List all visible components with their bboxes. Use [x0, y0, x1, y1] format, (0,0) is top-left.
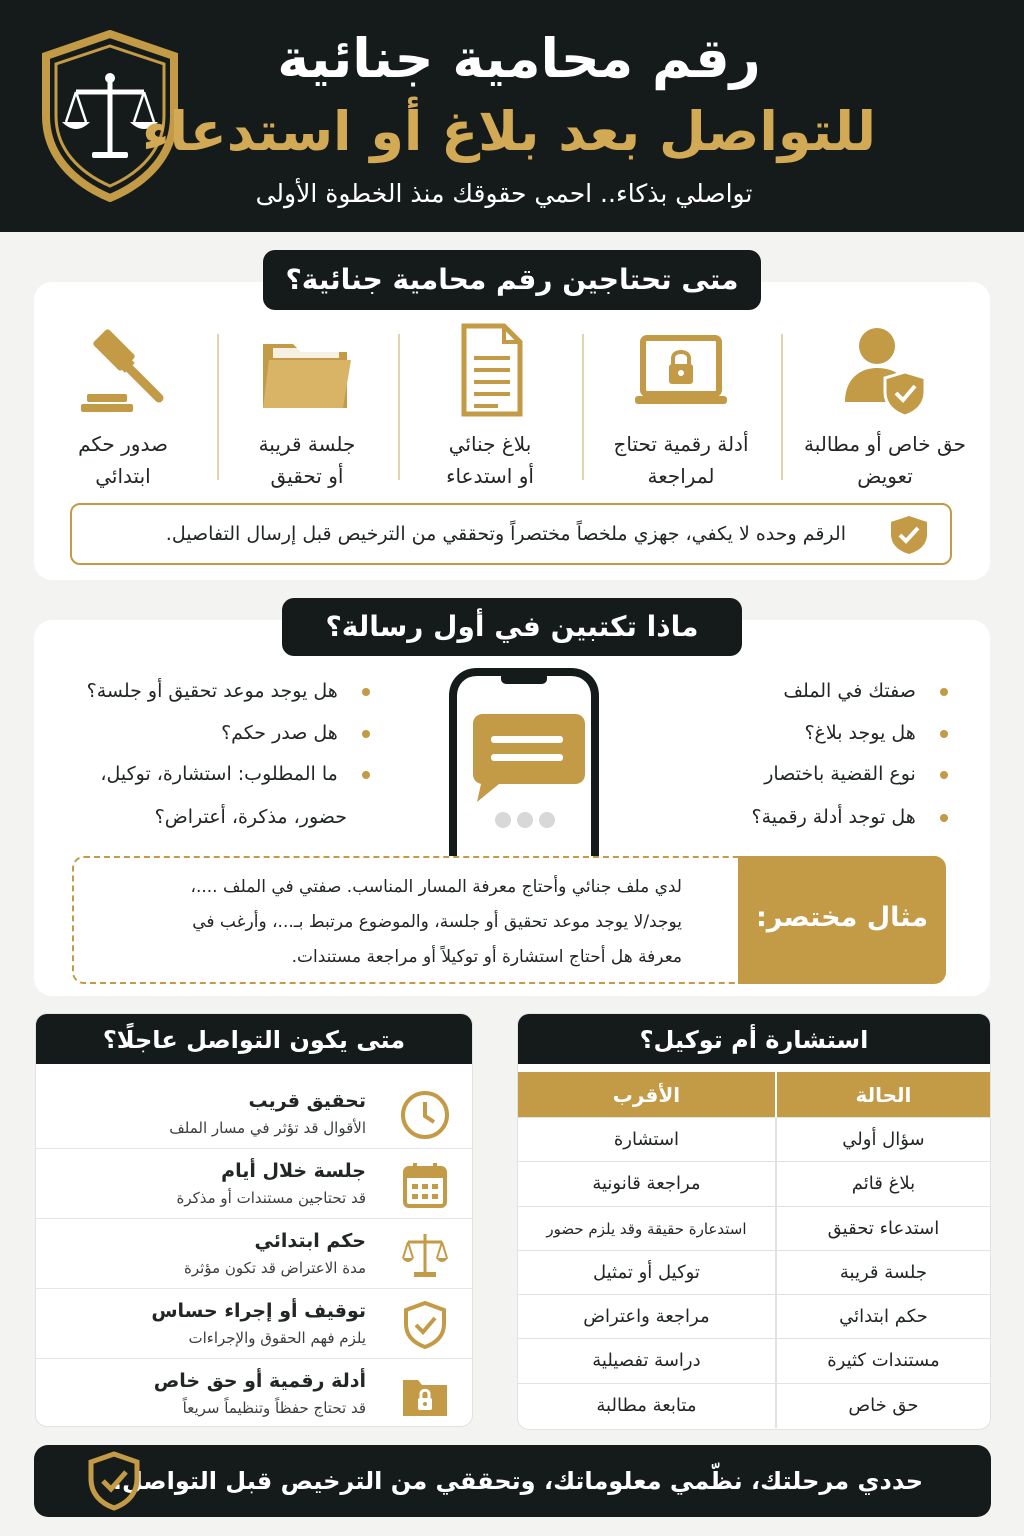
bullet-dot: [940, 771, 948, 779]
folder-icon: [257, 320, 357, 420]
example-box: [72, 856, 946, 984]
urgent-panel: [35, 1013, 473, 1427]
need-item-label: جلسة قريبة أو تحقيق: [258, 432, 356, 488]
consult-table: [517, 1013, 991, 1430]
urgent-row: [36, 1149, 472, 1219]
bullet-dot: [362, 730, 370, 738]
bullet-item: ما المطلوب: استشارة، توكيل،: [100, 759, 370, 789]
need-item-criminal-report: [405, 320, 575, 490]
footer-text: حددي مرحلتك، نظّمي معلوماتك، وتحققي من الترخيص قبل التواصل.: [112, 1467, 923, 1495]
urgent-row-title: حكم ابتدائي: [254, 1230, 366, 1252]
table-row: [518, 1295, 990, 1339]
table-cell-case: مستندات كثيرة: [775, 1339, 990, 1382]
urgent-row-desc: مدة الاعتراض قد تكون مؤثرة: [184, 1259, 366, 1277]
urgent-row-desc: يلزم فهم الحقوق والإجراءات: [188, 1329, 366, 1347]
urgent-heading: متى يكون التواصل عاجلًا؟: [36, 1014, 472, 1064]
table-cell-case: سؤال أولي: [775, 1118, 990, 1161]
first-message-heading: ماذا تكتبين في أول رسالة؟: [282, 598, 742, 656]
when-need-heading: متى تحتاجين رقم محامية جنائية؟: [263, 250, 761, 310]
urgent-row: [36, 1219, 472, 1289]
clock-icon: [400, 1090, 450, 1140]
table-cell-best: توكيل أو تمثيل: [592, 1261, 700, 1283]
urgent-row-desc: قد تحتاجين مستندات أو مذكرة: [176, 1189, 366, 1207]
shield-check-icon: [888, 514, 930, 556]
divider: [582, 334, 584, 480]
bullet-item: هل توجد أدلة رقمية؟: [752, 802, 948, 832]
need-item-label: حق خاص أو مطالبة تعويض: [803, 432, 967, 488]
shield-check-icon: [400, 1300, 450, 1350]
bullet-item: هل يوجد بلاغ؟: [804, 718, 948, 748]
consult-table-heading: استشارة أم توكيل؟: [518, 1014, 990, 1064]
divider: [398, 334, 400, 480]
table-header-row: [518, 1072, 990, 1118]
bullet-dot: [940, 814, 948, 822]
urgent-row: [36, 1359, 472, 1427]
gavel-icon: [73, 320, 173, 420]
table-row: [518, 1339, 990, 1383]
urgent-row: [36, 1289, 472, 1359]
need-item-upcoming-session: [222, 320, 392, 490]
phone-message-icon: [445, 666, 603, 862]
urgent-row-title: أدلة رقمية أو حق خاص: [153, 1370, 366, 1392]
table-row: [518, 1384, 990, 1428]
document-icon: [440, 320, 540, 420]
license-note-text: الرقم وحده لا يكفي، جهزي ملخصاً مختصراً وتحققي من الترخيص قبل إرسال التفاصيل.: [165, 523, 846, 545]
license-note: [70, 503, 952, 565]
need-item-initial-verdict: [38, 320, 208, 490]
table-cell-case: حكم ابتدائي: [775, 1295, 990, 1338]
table-cell-best: متابعة مطالبة: [596, 1394, 697, 1416]
divider: [781, 334, 783, 480]
table-cell-best: دراسة تفصيلية: [592, 1350, 701, 1372]
folder-lock-icon: [400, 1370, 450, 1420]
shield-check-icon: [86, 1451, 142, 1511]
bullet-item: هل صدر حكم؟: [221, 718, 370, 748]
example-text: لدي ملف جنائي وأحتاج معرفة المسار المناسب. صفتي في الملف ....، يوجد/لا يوجد موعد تحقيق أو جلسة، والموضوع مرتبط بـ...، وأرغب في معرفة هل أحتاج استشارة أو توكيلاً أو مراجعة مستندات.: [190, 877, 682, 967]
bullet-item: نوع القضية باختصار: [764, 759, 948, 789]
need-item-label: صدور حكم ابتدائي: [78, 432, 168, 488]
urgent-row-title: جلسة خلال أيام: [221, 1160, 366, 1182]
table-cell-case: جلسة قريبة: [775, 1251, 990, 1294]
table-cell-case: استدعاء تحقيق: [775, 1207, 990, 1250]
table-row: [518, 1118, 990, 1162]
urgent-row-desc: قد تحتاج حفظاً وتنظيماً سريعاً: [182, 1399, 366, 1417]
table-cell-best: استشارة: [613, 1129, 680, 1150]
bullet-dot: [362, 688, 370, 696]
bullet-item-continued: حضور، مذكرة، أعتراض؟: [154, 806, 347, 828]
column-header-case: الحالة: [775, 1072, 990, 1117]
main-title: رقم محامية جنائية: [277, 27, 761, 90]
table-cell-best: استدعارة حقيقة وقد يلزم حضور: [546, 1219, 747, 1238]
person-shield-icon: [835, 320, 935, 420]
table-cell-case: حق خاص: [775, 1384, 990, 1428]
bullet-item: صفتك في الملف: [783, 676, 948, 706]
table-row: [518, 1207, 990, 1251]
bullet-dot: [940, 730, 948, 738]
header-subtitle: تواصلي بذكاء.. احمي حقوقك منذ الخطوة الأولى: [255, 179, 753, 208]
bullet-item: هل يوجد موعد تحقيق أو جلسة؟: [87, 676, 370, 706]
table-cell-best: مراجعة واعتراض: [583, 1306, 710, 1328]
main-title-secondary: للتواصل بعد بلاغ أو استدعاء: [141, 100, 877, 163]
scales-icon: [400, 1230, 450, 1280]
divider: [217, 334, 219, 480]
column-header-best: الأقرب: [612, 1083, 681, 1107]
need-item-label: أدلة رقمية تحتاج لمراجعة: [613, 432, 749, 488]
example-label: مثال مختصر:: [738, 856, 946, 984]
need-item-private-right: [800, 320, 970, 490]
bullet-dot: [940, 688, 948, 696]
calendar-icon: [400, 1160, 450, 1210]
table-cell-best: مراجعة قانونية: [592, 1173, 701, 1195]
urgent-row: [36, 1079, 472, 1149]
urgent-row-desc: الأقوال قد تؤثر في مسار الملف: [169, 1119, 366, 1137]
footer-banner: [34, 1445, 991, 1517]
table-row: [518, 1162, 990, 1206]
need-item-label: بلاغ جنائي أو استدعاء: [446, 432, 534, 488]
need-item-digital-evidence: [596, 320, 766, 490]
bullet-dot: [362, 771, 370, 779]
laptop-lock-icon: [631, 320, 731, 420]
table-cell-case: بلاغ قائم: [775, 1162, 990, 1205]
table-row: [518, 1251, 990, 1295]
urgent-row-title: توقيف أو إجراء حساس: [151, 1300, 366, 1322]
urgent-row-title: تحقيق قريب: [248, 1090, 366, 1112]
header-banner: [0, 0, 1024, 232]
